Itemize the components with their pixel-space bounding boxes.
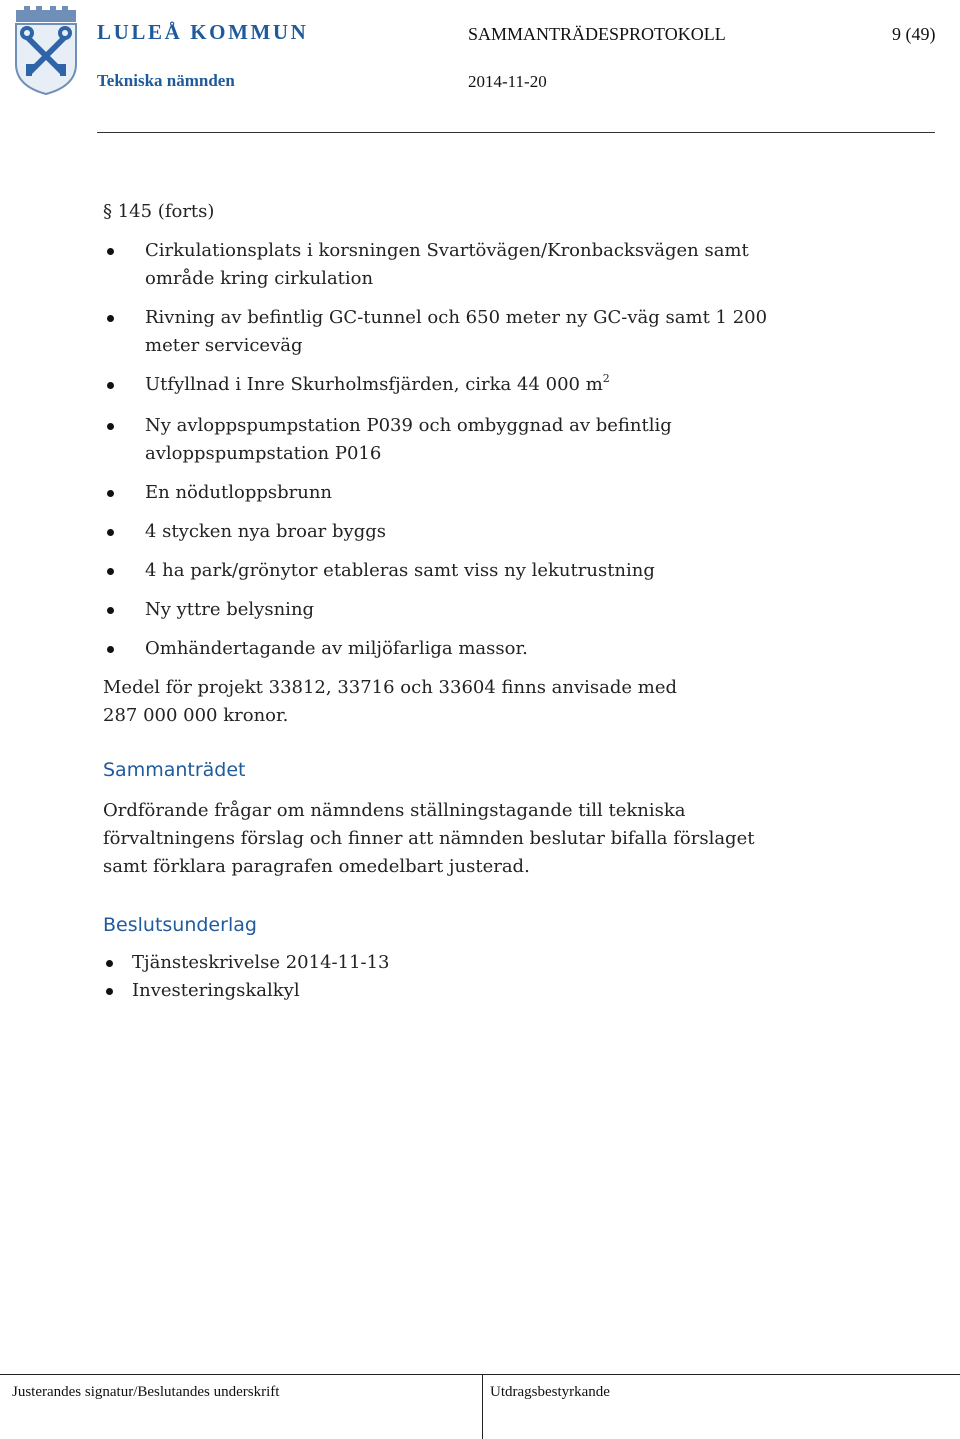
list-item-text: 4 ha park/grönytor etableras samt viss ny lekutrustning	[145, 560, 655, 581]
list-item-text: Ny avloppspumpstation P039 och ombyggnad av befintlig	[145, 415, 672, 436]
list-item	[103, 596, 863, 624]
list-item	[103, 412, 863, 468]
list-item	[103, 371, 863, 401]
bullet-icon	[107, 423, 114, 430]
signature-label: Justerandes signatur/Beslutandes underskrift	[12, 1384, 280, 1400]
meeting-line: samt förklara paragrafen omedelbart justerad.	[103, 856, 530, 877]
list-item-text: En nödutloppsbrunn	[145, 482, 333, 503]
bullet-icon	[107, 529, 114, 536]
bullet-icon	[107, 382, 114, 389]
meeting-date: 2014-11-20	[468, 72, 547, 91]
meeting-paragraph	[103, 797, 863, 881]
list-item-text: Utfyllnad i Inre Skurholmsfjärden, cirka 44 000 m	[145, 374, 603, 395]
list-item	[103, 518, 863, 546]
bullet-icon	[106, 960, 113, 967]
page-number: 9 (49)	[892, 24, 936, 44]
list-item	[103, 635, 863, 663]
list-item-text: meter serviceväg	[145, 335, 303, 356]
project-items-list	[103, 237, 863, 663]
basis-heading: Beslutsunderlag	[103, 914, 257, 936]
committee-name: Tekniska nämnden	[97, 71, 235, 90]
bullet-icon	[106, 988, 113, 995]
city-coat-of-arms-icon	[12, 4, 80, 96]
list-item-text: Ny yttre belysning	[145, 599, 315, 620]
footer-column-divider	[482, 1374, 483, 1439]
funding-line: 287 000 000 kronor.	[103, 705, 289, 726]
list-item-text: Cirkulationsplats i korsningen Svartövägen/Kronbacksvägen samt	[145, 240, 749, 261]
bullet-icon	[107, 490, 114, 497]
document-type: SAMMANTRÄDESPROTOKOLL	[468, 24, 726, 44]
meeting-heading: Sammanträdet	[103, 759, 246, 781]
list-item	[103, 237, 863, 293]
certification-label: Utdragsbestyrkande	[490, 1384, 610, 1400]
list-item	[103, 304, 863, 360]
list-item	[103, 949, 863, 977]
organization-name: LULEÅ KOMMUN	[97, 20, 309, 44]
document-name: Investeringskalkyl	[132, 980, 300, 1001]
section-reference: § 145 (forts)	[103, 201, 215, 222]
bullet-icon	[107, 315, 114, 322]
bullet-icon	[107, 568, 114, 575]
footer-divider	[0, 1374, 960, 1375]
list-item	[103, 479, 863, 507]
bullet-icon	[107, 248, 114, 255]
signature-footer	[0, 1374, 960, 1439]
document-body	[103, 198, 863, 1005]
basis-documents-list	[103, 949, 863, 1005]
list-item	[103, 977, 863, 1005]
header-divider	[97, 132, 935, 133]
superscript: 2	[602, 372, 610, 385]
funding-paragraph	[103, 674, 863, 730]
bullet-icon	[107, 646, 114, 653]
document-name: Tjänsteskrivelse 2014-11-13	[132, 952, 390, 973]
list-item	[103, 557, 863, 585]
meeting-line: förvaltningens förslag och finner att nämnden beslutar bifalla förslaget	[103, 828, 755, 849]
list-item-text: Omhändertagande av miljöfarliga massor.	[145, 638, 528, 659]
list-item-text: Rivning av befintlig GC-tunnel och 650 meter ny GC-väg samt 1 200	[145, 307, 768, 328]
list-item-text: 4 stycken nya broar byggs	[145, 521, 386, 542]
funding-line: Medel för projekt 33812, 33716 och 33604 finns anvisade med	[103, 677, 678, 698]
list-item-text: område kring cirkulation	[145, 268, 374, 289]
bullet-icon	[107, 607, 114, 614]
list-item-text: avloppspumpstation P016	[145, 443, 382, 464]
meeting-line: Ordförande frågar om nämndens ställningstagande till tekniska	[103, 800, 686, 821]
